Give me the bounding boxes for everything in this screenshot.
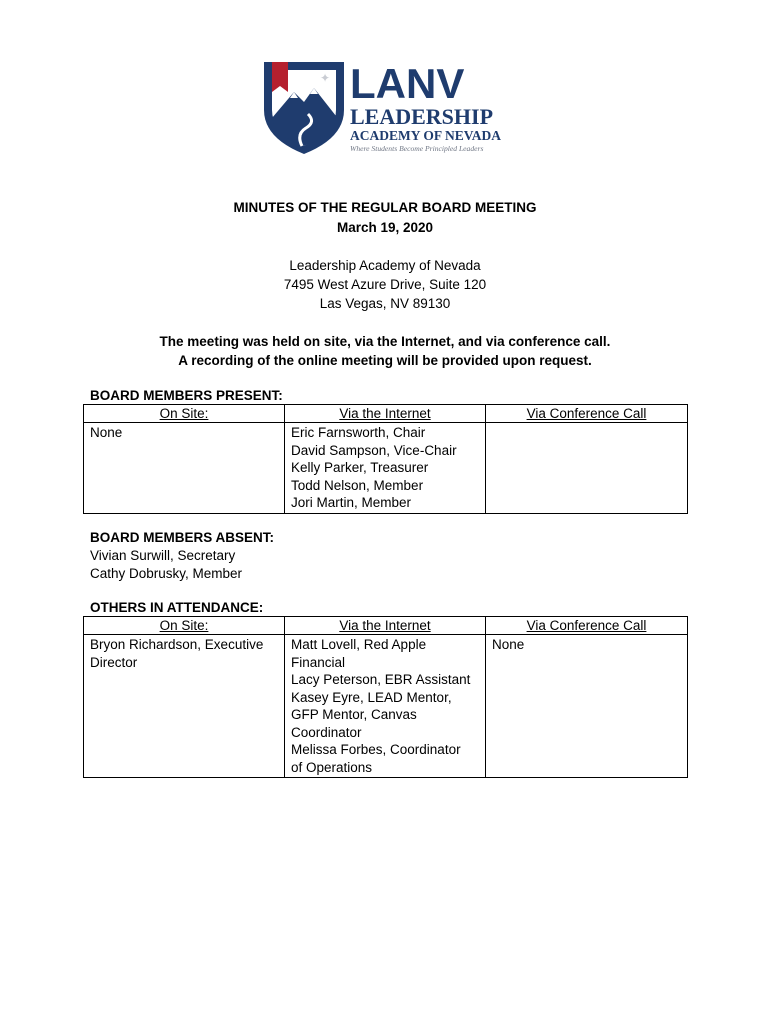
address-line-2: 7495 West Azure Drive, Suite 120	[283, 277, 487, 292]
list-item: Bryon Richardson, Executive	[90, 637, 264, 652]
list-item: Kasey Eyre, LEAD Mentor,	[291, 689, 452, 705]
present-conference-cell	[486, 423, 688, 514]
absent-title: BOARD MEMBERS ABSENT:	[90, 530, 275, 545]
table-header-row	[84, 405, 688, 423]
others-title: OTHERS IN ATTENDANCE:	[90, 600, 264, 615]
list-item: Eric Farnsworth, Chair	[291, 425, 426, 440]
present-onsite-cell	[84, 423, 285, 514]
list-item: Financial	[291, 654, 346, 670]
star-icon: ✦	[320, 71, 331, 85]
logo-subname: ACADEMY OF NEVADA	[350, 128, 501, 143]
header-internet: Via the Internet	[285, 405, 486, 423]
logo-graphic	[262, 58, 512, 158]
others-internet-cell	[285, 635, 486, 778]
header-onsite: On Site:	[84, 617, 285, 635]
present-internet-cell	[285, 423, 486, 514]
logo-tagline: Where Students Become Principled Leaders	[350, 144, 484, 153]
logo-name: LEADERSHIP	[350, 104, 494, 129]
logo-abbrev: LANV	[350, 60, 465, 107]
list-item: None	[90, 425, 123, 440]
header-conference: Via Conference Call	[486, 617, 688, 635]
others-conference-cell	[486, 635, 688, 778]
header-internet: Via the Internet	[285, 617, 486, 635]
list-item: None	[492, 637, 525, 652]
list-item: GFP Mentor, Canvas	[291, 707, 417, 722]
list-item: Coordinator	[291, 724, 362, 740]
list-item: Matt Lovell, Red Apple	[291, 637, 427, 652]
list-item: David Sampson, Vice-Chair	[291, 442, 457, 458]
notice-line-1: The meeting was held on site, via the Internet, and via conference call.	[159, 334, 611, 349]
list-item: Todd Nelson, Member	[291, 477, 424, 493]
table-row	[84, 635, 688, 778]
list-item: Melissa Forbes, Coordinator	[291, 742, 461, 757]
list-item: Lacy Peterson, EBR Assistant	[291, 672, 471, 687]
header-conference: Via Conference Call	[486, 405, 688, 423]
list-item: Jori Martin, Member	[291, 495, 412, 510]
list-item: of Operations	[291, 759, 373, 775]
others-table	[83, 616, 688, 778]
notice-line-2: A recording of the online meeting will be provided upon request.	[178, 353, 592, 368]
address-line-3: Las Vegas, NV 89130	[319, 296, 451, 311]
present-title: BOARD MEMBERS PRESENT:	[90, 388, 283, 403]
header-onsite: On Site:	[84, 405, 285, 423]
absent-member: Vivian Surwill, Secretary	[90, 548, 236, 563]
table-row	[84, 423, 688, 514]
meeting-date: March 19, 2020	[336, 220, 434, 235]
document-title: MINUTES OF THE REGULAR BOARD MEETING	[233, 200, 537, 215]
list-item: Director	[90, 654, 138, 670]
absent-member: Cathy Dobrusky, Member	[90, 566, 243, 581]
list-item: Kelly Parker, Treasurer	[291, 460, 429, 475]
lanv-logo	[262, 58, 512, 158]
present-table	[83, 404, 688, 514]
address-line-1: Leadership Academy of Nevada	[289, 258, 481, 273]
others-onsite-cell	[84, 635, 285, 778]
table-header-row	[84, 617, 688, 635]
